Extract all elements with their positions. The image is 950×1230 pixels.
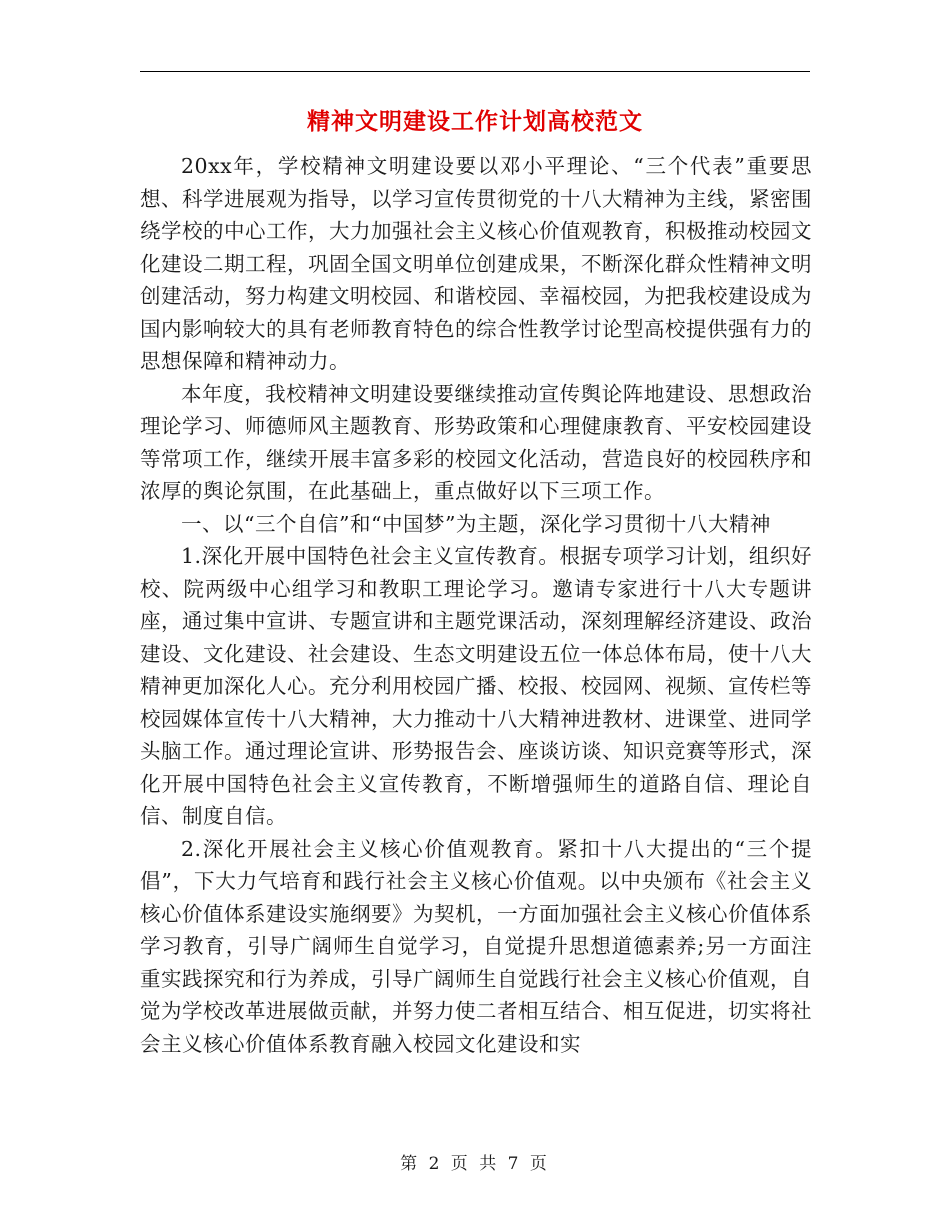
- paragraph-intro: 20xx年，学校精神文明建设要以邓小平理论、“三个代表”重要思想、科学进展观为指导，以学习宣传贯彻党的十八大精神为主线，紧密围绕学校的中心工作，大力加强社会主义核心价值观教育，积极推动校园文化建设二期工程，巩固全国文明单位创建成果，不断深化群众性精神文明创建活动，努力构建文明校园、和谐校园、幸福校园，为把我校建设成为国内影响较大的具有老师教育特色的综合性教学讨论型高校提供强有力的思想保障和精神动力。: [140, 154, 812, 373]
- paragraph-annual-plan: 本年度，我校精神文明建设要继续推动宣传舆论阵地建设、思想政治理论学习、师德师风主题教育、形势政策和心理健康教育、平安校园建设等常项工作，继续开展丰富多彩的校园文化活动，营造良好的校园秩序和浓厚的舆论氛围，在此基础上，重点做好以下三项工作。: [140, 381, 812, 503]
- page-title: 精神文明建设工作计划高校范文: [307, 108, 643, 135]
- document-body: [140, 150, 812, 1060]
- section-heading-1: 一、以“三个自信”和“中国梦”为主题，深化学习贯彻十八大精神: [181, 511, 771, 536]
- paragraph-item-1: 1.深化开展中国特色社会主义宣传教育。根据专项学习计划，组织好校、院两级中心组学习和教职工理论学习。邀请专家进行十八大专题讲座，通过集中宣讲、专题宣讲和主题党课活动，深刻理解经济建设、政治建设、文化建设、社会建设、生态文明建设五位一体总体布局，使十八大精神更加深化人心。充分利用校园广播、校报、校园网、视频、宣传栏等校园媒体宣传十八大精神，大力推动十八大精神进教材、进课堂、进同学头脑工作。通过理论宣讲、形势报告会、座谈访谈、知识竞赛等形式，深化开展中国特色社会主义宣传教育，不断增强师生的道路自信、理论自信、制度自信。: [140, 544, 812, 828]
- header-rule: [140, 71, 810, 72]
- page-footer: 第 2 页 共 7 页: [400, 1154, 550, 1174]
- paragraph-item-2: 2.深化开展社会主义核心价值观教育。紧扣十八大提出的“三个提倡”，下大力气培育和践行社会主义核心价值观。以中央颁布《社会主义核心价值体系建设实施纲要》为契机，一方面加强社会主义核心价值体系学习教育，引导广阔师生自觉学习，自觉提升思想道德素养;另一方面注重实践探究和行为养成，引导广阔师生自觉践行社会主义核心价值观，自觉为学校改革进展做贡献，并努力使二者相互结合、相互促进，切实将社会主义核心价值体系教育融入校园文化建设和实: [140, 836, 812, 1056]
